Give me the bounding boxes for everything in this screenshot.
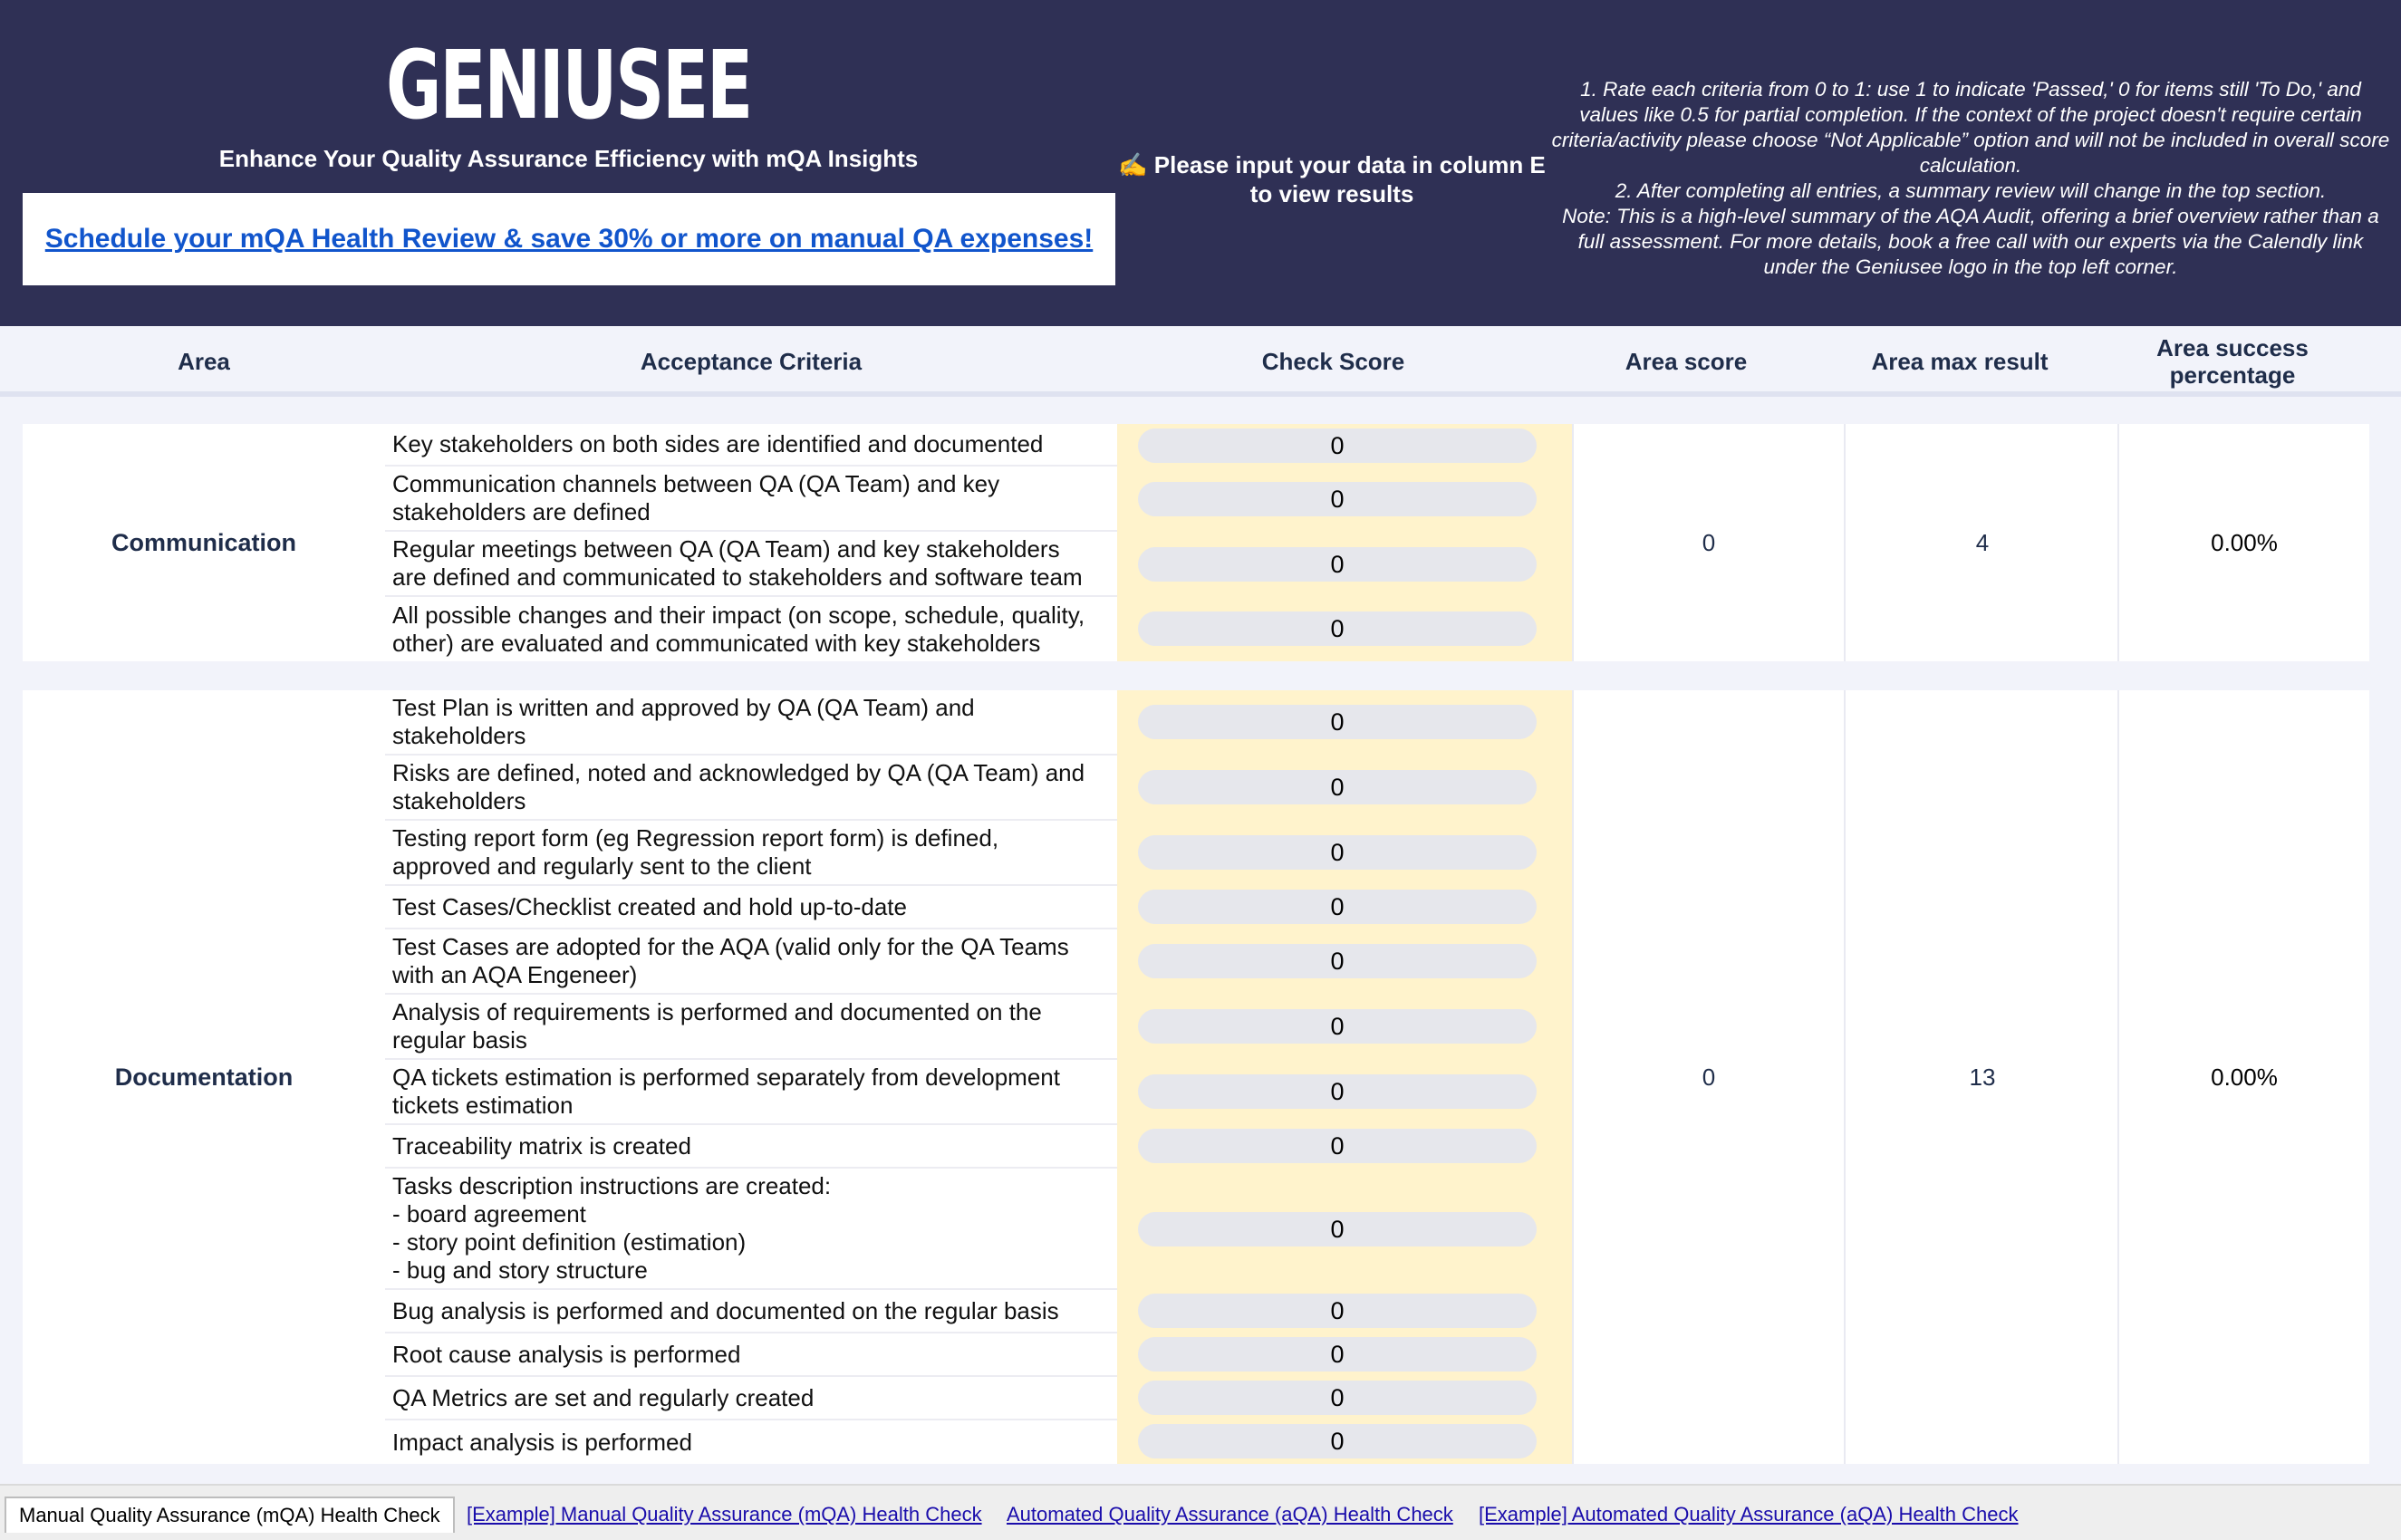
criteria-text: Bug analysis is performed and documented on the regular basis: [392, 1296, 1059, 1324]
col-header-area: Area: [178, 348, 230, 375]
criteria-text: QA tickets estimation is performed separately from development tickets estimation: [392, 1064, 1060, 1119]
area-name: Communication: [111, 528, 296, 556]
check-score-input[interactable]: 0: [1138, 1381, 1537, 1415]
criteria-row: [385, 532, 1117, 597]
check-score-input[interactable]: 0: [1138, 428, 1537, 463]
criteria-text: Test Cases are adopted for the AQA (valid only for the QA Teams with an AQA Engeneer): [392, 933, 1069, 988]
check-score-input[interactable]: 0: [1138, 890, 1537, 924]
check-score-input[interactable]: 0: [1138, 770, 1537, 804]
instructions: [1549, 77, 2392, 285]
criteria-text: Communication channels between QA (QA Team) and key stakeholders are defined: [392, 470, 1000, 525]
criteria-row: [385, 690, 1117, 756]
criteria-text: Test Plan is written and approved by QA (QA Team) and stakeholders: [392, 694, 975, 749]
sheet-tab-example-mqa[interactable]: [Example] Manual Quality Assurance (mQA) Health Check: [467, 1503, 982, 1526]
column-headers: [0, 326, 2401, 397]
area-max-value: 4: [1975, 528, 1990, 556]
criteria-text: Traceability matrix is created: [392, 1131, 691, 1160]
criteria-row: [385, 1125, 1117, 1169]
check-score-input[interactable]: 0: [1138, 705, 1537, 739]
area-max-value: 13: [1969, 1063, 1996, 1091]
col-header-check-score: Check Score: [1261, 348, 1405, 375]
criteria-text: Test Cases/Checklist created and hold up-to-date: [392, 892, 907, 920]
area-score-value: 0: [1702, 1063, 1716, 1091]
check-score-input[interactable]: 0: [1138, 1074, 1537, 1109]
check-score-input[interactable]: 0: [1138, 1009, 1537, 1044]
instruction-summary: 2. After completing all entries, a summary review will change in the top section.: [1615, 179, 2327, 202]
criteria-row: [385, 886, 1117, 929]
check-score-input[interactable]: 0: [1138, 944, 1537, 978]
criteria-row: [385, 1290, 1117, 1333]
criteria-row: [385, 995, 1117, 1060]
criteria-row: [385, 756, 1117, 821]
criteria-row: [385, 597, 1117, 661]
criteria-text: Analysis of requirements is performed and documented on the regular basis: [392, 998, 1042, 1054]
header-divider: [0, 391, 2401, 397]
check-score-input[interactable]: 0: [1138, 1424, 1537, 1458]
area-name: Documentation: [114, 1063, 294, 1091]
criteria-text: Testing report form (eg Regression report form) is defined, approved and regularly sent to the client: [392, 824, 999, 880]
criteria-text: QA Metrics are set and regularly created: [392, 1383, 815, 1411]
col-header-area-score: Area score: [1625, 348, 1748, 375]
criteria-row: [385, 1333, 1117, 1377]
col-header-criteria: Acceptance Criteria: [640, 348, 863, 375]
criteria-text: Risks are defined, noted and acknowledged by QA (QA Team) and stakeholders: [392, 759, 1085, 814]
sheet-tab-mqa-health-check[interactable]: Manual Quality Assurance (mQA) Health Check: [5, 1497, 455, 1533]
check-score-input[interactable]: 0: [1138, 1212, 1537, 1246]
col-header-area-max: Area max result: [1871, 348, 2049, 375]
criteria-text: Key stakeholders on both sides are identified and documented: [392, 430, 1044, 457]
criteria-text: Tasks description instructions are created: - board agreement - story point definition (estimation) - bug and story structure: [392, 1172, 832, 1284]
criteria-text: All possible changes and their impact (on scope, schedule, quality, other) are evaluated and communicated with key stakeholders: [392, 601, 1085, 657]
tagline: Enhance Your Quality Assurance Efficiency with mQA Insights: [218, 145, 919, 172]
check-score-input[interactable]: 0: [1138, 482, 1537, 516]
check-score-input[interactable]: 0: [1138, 1294, 1537, 1328]
schedule-review-link[interactable]: Schedule your mQA Health Review & save 30% or more on manual QA expenses!: [44, 224, 1094, 254]
area-pct-value: 0.00%: [2211, 528, 2278, 556]
criteria-row: [385, 1377, 1117, 1420]
criteria-row: [385, 424, 1117, 467]
input-hint: ✍️ Please input your data in column E to view results: [1118, 151, 1546, 207]
col-header-area-pct: Area success percentage: [2156, 334, 2309, 389]
check-score-input[interactable]: 0: [1138, 835, 1537, 870]
geniusee-logo[interactable]: GENIUSEE: [386, 30, 751, 140]
promo-box: [23, 193, 1115, 285]
criteria-text: Impact analysis is performed: [392, 1428, 692, 1456]
header-banner: [0, 0, 2401, 326]
sheet-tab-aqa-health-check[interactable]: Automated Quality Assurance (aQA) Health Check: [1007, 1503, 1453, 1526]
criteria-row: [385, 467, 1117, 532]
criteria-text: Root cause analysis is performed: [392, 1340, 741, 1368]
instruction-note: Note: This is a high-level summary of the AQA Audit, offering a brief overview rather than a full assessment. For more details, book a free call with our experts via the Calendly link under the Geniusee logo in the top left corner.: [1562, 205, 2379, 278]
section-documentation: [23, 690, 2369, 1464]
area-pct-value: 0.00%: [2211, 1063, 2278, 1091]
check-score-input[interactable]: 0: [1138, 1129, 1537, 1163]
sheet-tab-example-aqa[interactable]: [Example] Automated Quality Assurance (aQA) Health Check: [1479, 1503, 2019, 1526]
criteria-row: [385, 1060, 1117, 1125]
check-score-input[interactable]: 0: [1138, 547, 1537, 582]
criteria-row: [385, 1420, 1117, 1464]
sheet-tab-bar: [0, 1484, 2401, 1540]
section-communication: [23, 424, 2369, 661]
criteria-row: [385, 929, 1117, 995]
criteria-row: [385, 1169, 1117, 1290]
check-score-input[interactable]: 0: [1138, 611, 1537, 646]
instruction-rate: 1. Rate each criteria from 0 to 1: use 1 to indicate 'Passed,' 0 for items still 'To Do,' and values like 0.5 for partial completion. If the context of the project doesn't require certain criteria/activity please choose “Not Applicable” option and will not be included in overall score calculation.: [1551, 78, 2390, 177]
check-score-input[interactable]: 0: [1138, 1337, 1537, 1372]
area-score-value: 0: [1702, 528, 1716, 556]
criteria-row: [385, 821, 1117, 886]
criteria-text: Regular meetings between QA (QA Team) and key stakeholders are defined and communicated to stakeholders and software team: [392, 535, 1083, 591]
